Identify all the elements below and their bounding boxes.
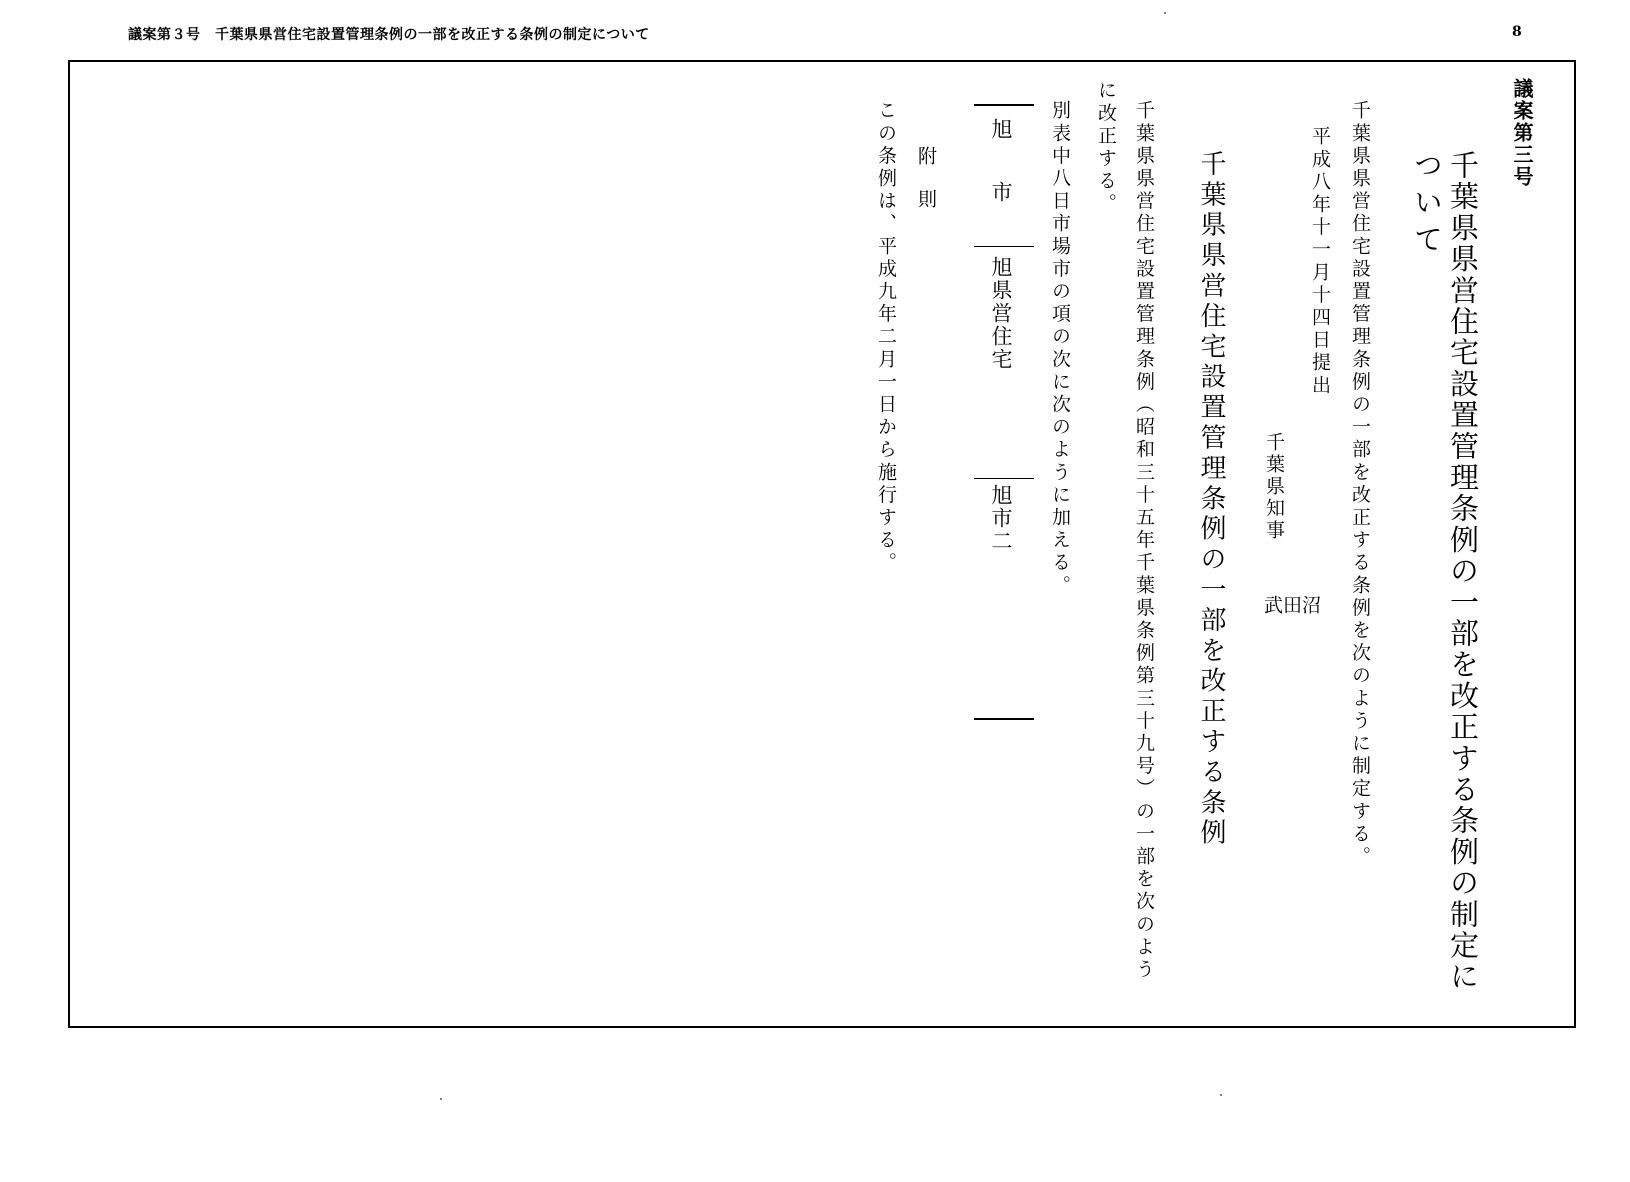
governor-name-char: 沼 [1299,595,1321,614]
table-cell-location: 旭市二 [989,484,1013,553]
governor-name-char: 武 [1261,595,1283,614]
scan-speck [1164,12,1166,14]
amendment-line1: 千葉県県営住宅設置管理条例（昭和三十五年千葉県条例第三十九号）の一部を次のよう [1133,100,1155,982]
table-separator [974,478,1034,479]
table-separator [974,246,1034,247]
governor-title: 千葉県知事 [1263,432,1285,542]
page-number: 8 [1512,24,1522,40]
submission-date: 平成八年十一月十四日提出 [1309,126,1331,398]
amendment-line2: に改正する。 [1095,80,1117,216]
table-intro: 別表中八日市場市の項の次に次のように加える。 [1049,100,1071,598]
scan-speck [1220,1094,1222,1096]
scan-speck [440,1098,442,1100]
header-title: 議案第３号 千葉県県営住宅設置管理条例の一部を改正する条例の制定について [128,27,650,43]
bill-number: 議案第三号 [1510,78,1534,188]
governor-name-char: 田 [1280,595,1302,614]
table-cell-housing: 旭県営住宅 [989,256,1013,371]
supplementary-heading: 附則 [915,146,937,232]
main-title-line2: ついて [1410,150,1444,261]
effective-clause: この条例は、平成九年二月一日から施行する。 [875,100,897,575]
governor-name [1262,595,1319,740]
enactment-statement: 千葉県県営住宅設置管理条例の一部を改正する条例を次のように制定する。 [1349,100,1371,869]
main-title-line1: 千葉県県営住宅設置管理条例の一部を改正する条例の制定に [1446,150,1480,993]
table-cell-city: 旭市 [989,118,1013,244]
ordinance-title: 千葉県県営住宅設置管理条例の一部を改正する条例 [1196,150,1226,850]
